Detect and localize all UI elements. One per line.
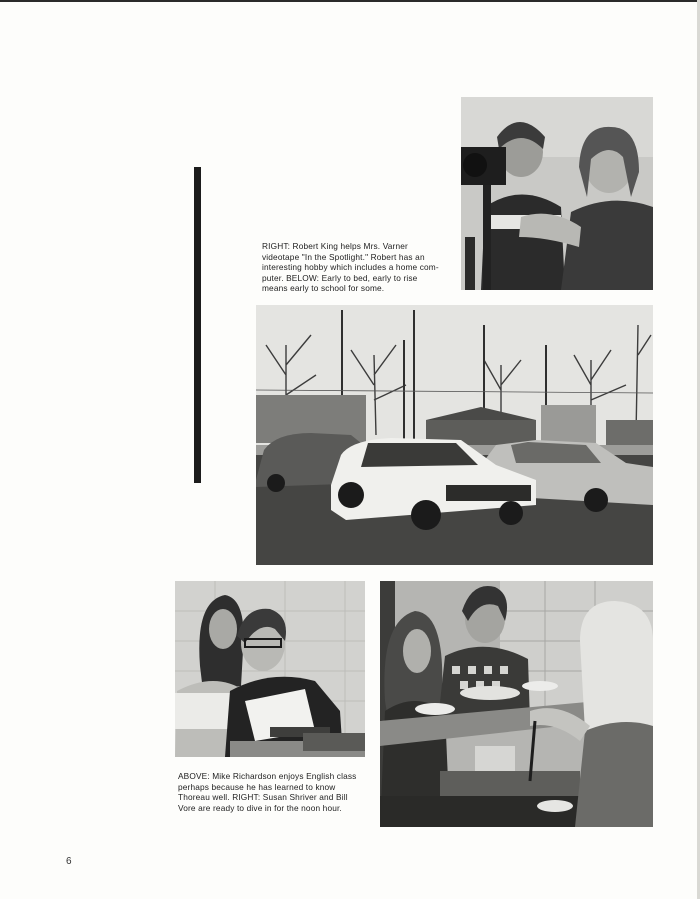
photo-lunch-line (380, 581, 653, 827)
photo-parking-lot (256, 305, 653, 565)
caption-bottom: ABOVE: Mike Richardson enjoys English class perhaps because he has learned to know Thoreau well. RIGHT: Susan Shriver and Bill Vore are ready to dive in for the noon hour. (178, 771, 357, 813)
page-number: 6 (66, 856, 72, 867)
caption-top: RIGHT: Robert King helps Mrs. Varner videotape "In the Spotlight." Robert has an interesting hobby which includes a home com- puter. BELOW: Early to bed, early to rise means early to school for some. (262, 241, 439, 294)
photo-videotaping (461, 97, 653, 290)
photo-english-class (175, 581, 365, 757)
decorative-vertical-bar (194, 167, 201, 483)
page-top-edge (0, 0, 700, 2)
